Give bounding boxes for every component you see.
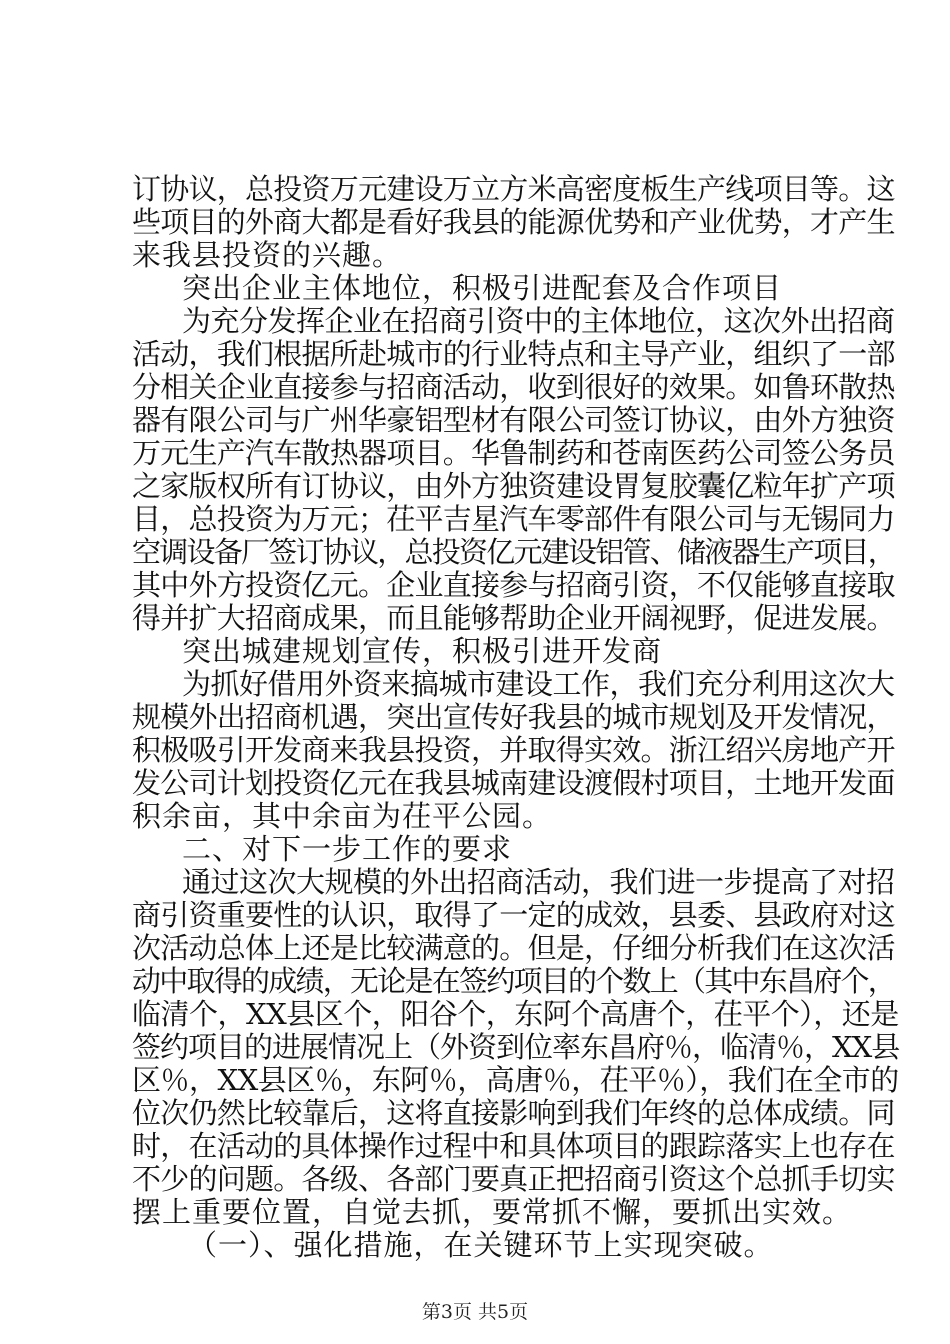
text-line: 商引资重要性的认识，取得了一定的成效，县委、县政府对这 [132, 898, 895, 932]
text-line: 些项目的外商大都是看好我县的能源优势和产业优势，才产生 [132, 205, 895, 239]
text-line: 分相关企业直接参与招商活动，收到很好的效果。如鲁环散热 [132, 370, 895, 404]
text-line: 器有限公司与广州华豪铝型材有限公司签订协议，由外方独资 [132, 403, 895, 437]
text-line: 来我县投资的兴趣。 [132, 238, 403, 272]
text-line: 积余亩，其中余亩为茌平公园。 [132, 799, 553, 833]
section-heading: （一）、强化措施，在关键环节上实现突破。 [188, 1228, 774, 1262]
text-line: 空调设备厂签订协议，总投资亿元建设铝管、储液器生产项目， [132, 535, 896, 569]
text-line: 为充分发挥企业在招商引资中的主体地位，这次外出招商 [182, 304, 895, 338]
section-heading: 突出城建规划宣传，积极引进开发商 [182, 634, 663, 668]
text-line: 积极吸引开发商来我县投资，并取得实效。浙江绍兴房地产开 [132, 733, 895, 767]
page-footer: 第3页 共5页 [421, 1301, 529, 1323]
text-line: 为抓好借用外资来搞城市建设工作，我们充分利用这次大 [182, 667, 895, 701]
section-heading: 突出企业主体地位，积极引进配套及合作项目 [182, 271, 783, 305]
text-line: 通过这次大规模的外出招商活动，我们进一步提高了对招 [182, 865, 895, 899]
text-line: 规模外出招商机遇，突出宣传好我县的城市规划及开发情况， [132, 700, 895, 734]
text-line: 时，在活动的具体操作过程中和具体项目的跟踪落实上也存在 [132, 1129, 895, 1163]
text-line: 不少的问题。各级、各部门要真正把招商引资这个总抓手切实 [132, 1162, 895, 1196]
text-line: 签约项目的进展情况上（外资到位率东昌府％，临清％，XX县 [132, 1030, 900, 1064]
text-line: 动中取得的成绩，无论是在签约项目的个数上（其中东昌府个， [132, 964, 896, 998]
text-line: 摆上重要位置，自觉去抓，要常抓不懈，要抓出实效。 [132, 1195, 853, 1229]
text-line: 临清个，XX县区个，阳谷个，东阿个高唐个，茌平个），还是 [132, 997, 899, 1031]
text-line: 位次仍然比较靠后，这将直接影响到我们年终的总体成绩。同 [132, 1096, 895, 1130]
text-line: 次活动总体上还是比较满意的。但是，仔细分析我们在这次活 [132, 931, 895, 965]
text-line: 得并扩大招商成果，而且能够帮助企业开阔视野，促进发展。 [132, 601, 895, 635]
text-line: 之家版权所有订协议，由外方独资建设胃复胶囊亿粒年扩产项 [132, 469, 895, 503]
text-line: 区％，XX县区％，东阿％，高唐％，茌平％），我们在全市的 [132, 1063, 899, 1097]
section-heading: 二、对下一步工作的要求 [182, 832, 513, 866]
text-line: 其中外方投资亿元。企业直接参与招商引资，不仅能够直接取 [132, 568, 895, 602]
text-line: 发公司计划投资亿元在我县城南建设渡假村项目，土地开发面 [132, 766, 895, 800]
text-line: 订协议，总投资万元建设万立方米高密度板生产线项目等。这 [132, 172, 895, 206]
text-line: 万元生产汽车散热器项目。华鲁制药和苍南医药公司签公务员 [132, 436, 895, 470]
text-line: 目，总投资为万元；茌平吉星汽车零部件有限公司与无锡同力 [132, 502, 895, 536]
text-line: 活动，我们根据所赴城市的行业特点和主导产业，组织了一部 [132, 337, 895, 371]
